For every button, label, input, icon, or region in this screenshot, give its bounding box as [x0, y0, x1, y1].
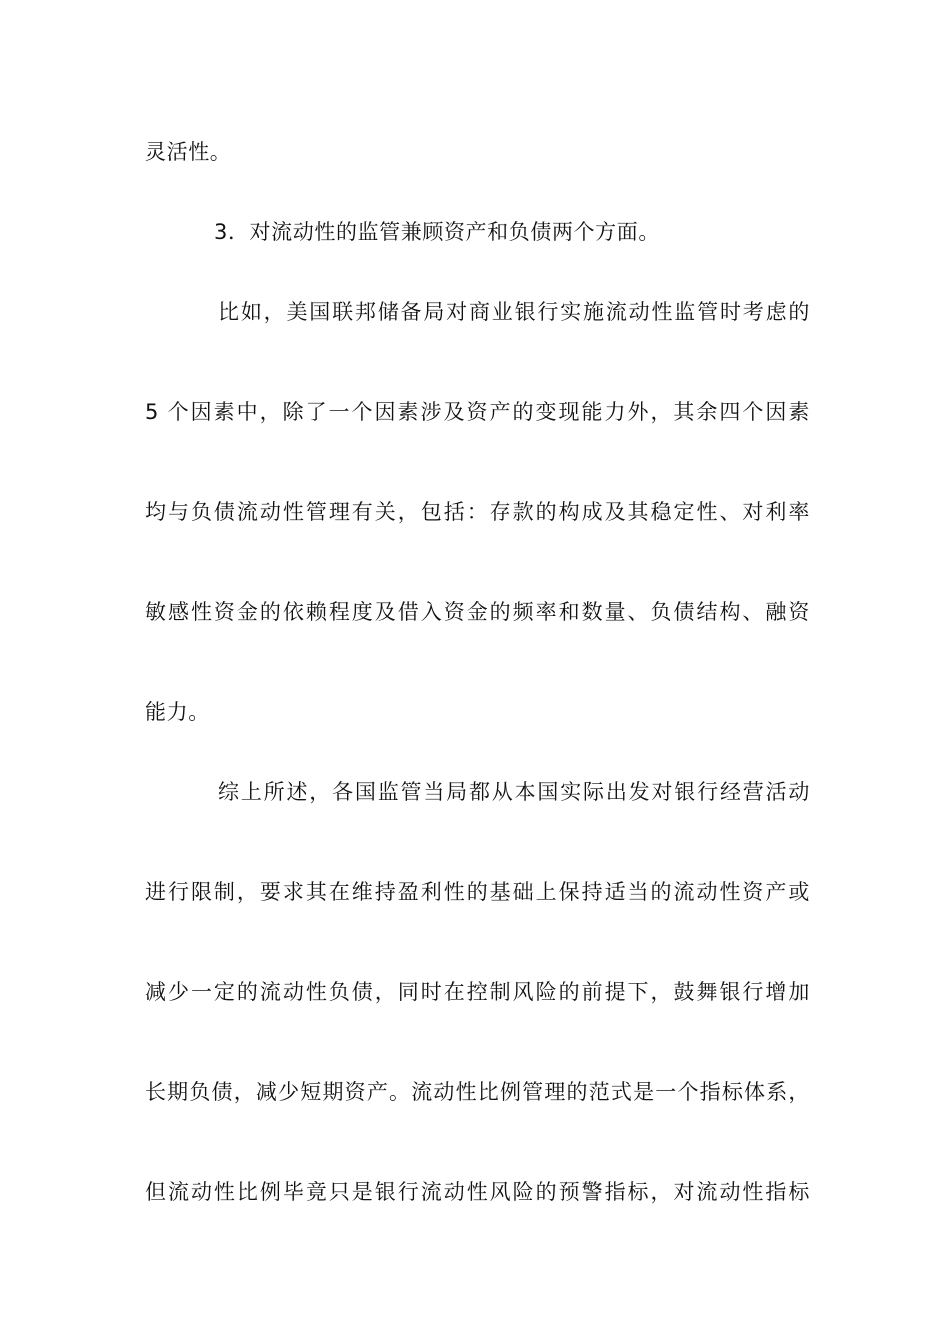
text-line-3: 比如，美国联邦储备局对商业银行实施流动性监管时考虑的 [218, 300, 810, 324]
section-heading-3: 3．对流动性的监管兼顾资产和负债两个方面。 [214, 220, 660, 244]
text-line-11: 长期负债，减少短期资产。流动性比例管理的范式是一个指标体系， [145, 1080, 810, 1104]
text-line-10: 减少一定的流动性负债，同时在控制风险的前提下，鼓舞银行增加 [145, 980, 810, 1004]
text-line-1: 灵活性。 [145, 140, 232, 164]
text-line-6: 敏感性资金的依赖程度及借入资金的频率和数量、负债结构、融资 [145, 600, 810, 624]
text-line-9: 进行限制，要求其在维持盈利性的基础上保持适当的流动性资产或 [145, 880, 810, 904]
text-line-8: 综上所述，各国监管当局都从本国实际出发对银行经营活动 [218, 780, 810, 804]
text-line-4: 5 个因素中，除了一个因素涉及资产的变现能力外，其余四个因素 [145, 400, 810, 424]
text-line-12: 但流动性比例毕竟只是银行流动性风险的预警指标，对流动性指标 [145, 1180, 810, 1204]
text-line-5: 均与负债流动性管理有关，包括：存款的构成及其稳定性、对利率 [145, 500, 810, 524]
text-line-7: 能力。 [145, 700, 210, 724]
